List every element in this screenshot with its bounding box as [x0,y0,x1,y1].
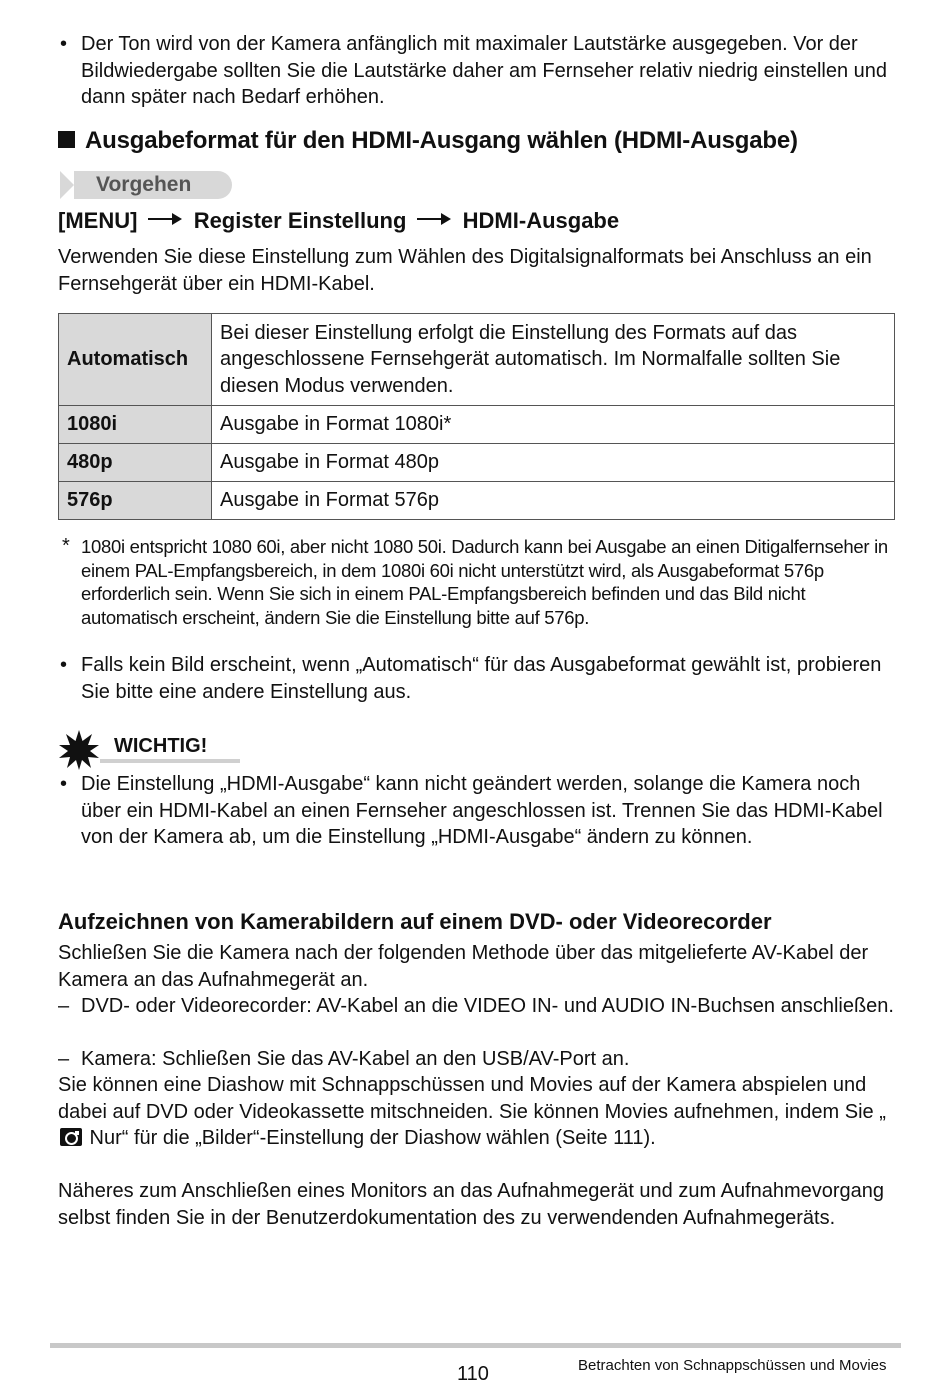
arrow-right-icon [417,212,453,226]
important-label-text: WICHTIG! [114,735,208,757]
bullet-marker: • [60,33,68,55]
format-table [58,313,895,520]
slideshow-text-b: Nur“ für die „Bilder“-Einstellung der Diashow wählen (Seite 111). [84,1127,656,1149]
setting-description: Ausgabe in Format 480p [212,444,895,482]
page-number: 110 [457,1363,489,1385]
menu-path [58,207,619,235]
recorder-intro-text: Schließen Sie die Kamera nach der folgenden Methode über das mitgelieferte AV-Kabel der Kamera an das Aufnahmegerät an. [58,942,869,991]
setting-description: Bei dieser Einstellung erfolgt die Einstellung des Formats auf das angeschlossene Fernsehgerät automatisch. Im Normalfalle sollten Sie diesen Modus verwenden. [212,314,895,406]
setting-name: 480p [59,444,212,482]
section-heading [58,126,798,156]
movie-icon [60,1128,82,1146]
procedure-label-text: Vorgehen [96,173,192,196]
important-notice-label [58,729,240,767]
menu-path-step-3: HDMI-Ausgabe [462,208,620,233]
recorder-item-1: DVD- oder Videorecorder: AV-Kabel an die VIDEO IN- und AUDIO IN-Buchsen anschließen. [81,995,894,1017]
setting-name: 576p [59,482,212,520]
description-text: Verwenden Sie diese Einstellung zum Wählen des Digitalsignalformats bei Anschluss an ein Fernsehgerät über ein HDMI-Kabel. [58,246,872,295]
setting-name: 1080i [59,406,212,444]
table-row [59,482,895,520]
footer-chapter-title: Betrachten von Schnappschüssen und Movies [578,1357,887,1374]
setting-name: Automatisch [59,314,212,406]
important-underline [100,759,240,763]
bullet-marker: • [60,773,68,795]
intro-bullet-text: Der Ton wird von der Kamera anfänglich mit maximaler Lautstärke ausgegeben. Vor der Bildwiedergabe sollten Sie die Lautstärke daher am Fernseher relativ niedrig einstellen und dann später nach Bedarf erhöhen. [81,33,888,108]
no-image-bullet-text: Falls kein Bild erscheint, wenn „Automatisch“ für das Ausgabeformat gewählt ist, probieren Sie bitte eine andere Einstellung aus. [81,654,882,703]
table-row [59,444,895,482]
dash-marker: – [58,1048,70,1070]
recorder-heading: Aufzeichnen von Kamerabildern auf einem DVD- oder Videorecorder [58,909,772,934]
table-row [59,314,895,406]
procedure-arrow-icon [60,171,74,199]
monitor-text: Näheres zum Anschließen eines Monitors an das Aufnahmegerät und zum Aufnahmevorgang selbst finden Sie in der Benutzerdokumentation des zu verwendenden Aufnahmegeräts. [58,1180,885,1229]
arrow-right-icon [148,212,184,226]
footnote-text: 1080i entspricht 1080 60i, aber nicht 1080 50i. Dadurch kann bei Ausgabe an einen Ditigalfernseher in einem PAL-Empfangsbereich, in dem 1080i 60i nicht unterstützt wird, als Ausgabeformat 576p erforderlich sein. Wenn Sie sich in einem PAL-Empfangsbereich befinden und das Bild nicht automatisch erscheint, ändern Sie die Einstellung bitte auf 576p. [81,536,888,628]
setting-description: Ausgabe in Format 1080i* [212,406,895,444]
warning-burst-icon [58,729,100,771]
section-heading-text: Ausgabeformat für den HDMI-Ausgang wählen (HDMI-Ausgabe) [85,127,798,154]
important-bullet-text: Die Einstellung „HDMI-Ausgabe“ kann nicht geändert werden, solange die Kamera noch über ein HDMI-Kabel an einen Fernseher angeschlossen ist. Trennen Sie das HDMI-Kabel von der Kamera ab, um die Einstellung „HDMI-Ausgabe“ ändern zu können. [81,773,883,848]
menu-path-step-2: Register Einstellung [193,208,407,233]
slideshow-text-a: Sie können eine Diashow mit Schnappschüssen und Movies auf der Kamera abspielen und dabei auf DVD oder Videokassette mitschneiden. Sie können Movies aufnehmen, indem Sie „ [58,1074,886,1123]
dash-marker: – [58,995,70,1017]
slideshow-text [58,1072,898,1152]
table-row [59,406,895,444]
setting-description: Ausgabe in Format 576p [212,482,895,520]
bullet-marker: • [60,654,68,676]
recorder-item-2: Kamera: Schließen Sie das AV-Kabel an den USB/AV-Port an. [81,1048,630,1070]
footnote-marker: * [62,535,70,557]
footer-divider [50,1343,901,1348]
procedure-label [60,171,232,199]
menu-path-step-1: [MENU] [58,208,138,233]
square-bullet-icon [58,131,75,148]
